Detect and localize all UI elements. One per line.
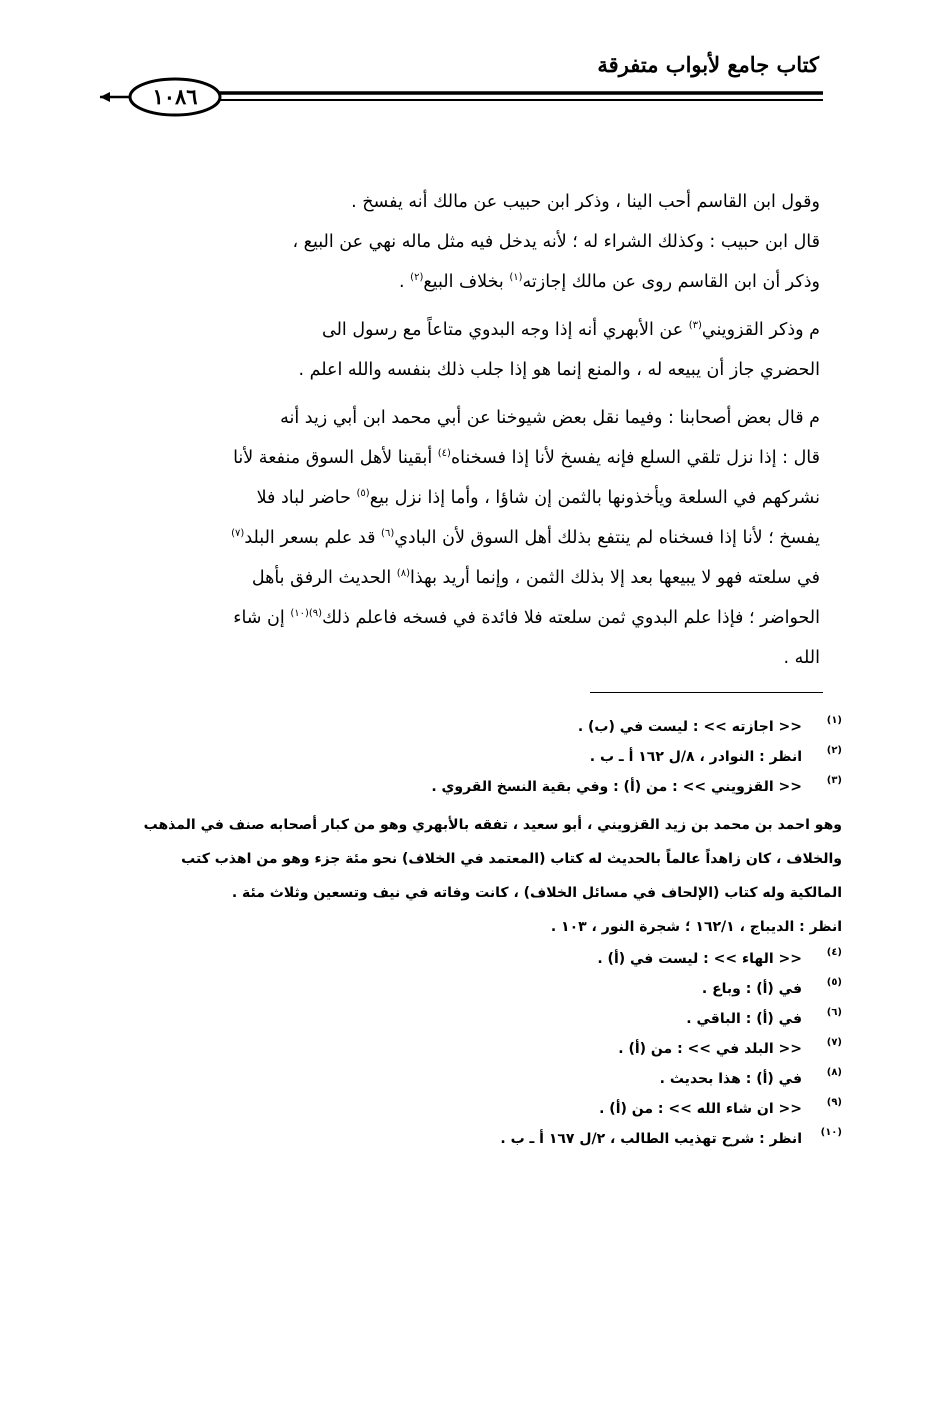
- text-segment: نشركهم في السلعة ويأخذونها بالثمن إن شاؤا ، وأما إذا نزل بيع: [369, 488, 820, 508]
- footnote-number: (١٠): [820, 1127, 842, 1138]
- text-segment: أبقينا لأهل السوق منفعة لأنا: [233, 448, 438, 468]
- text-segment: عن الأبهري أنه إذا وجه البدوي متاعاً مع رسول الى: [322, 320, 689, 340]
- footnote-text: انظر : النوادر ، ٨/ل ١٦٢ أ ـ ب .: [589, 749, 802, 765]
- footnote-separator: [590, 692, 823, 693]
- paragraph-1: [112, 182, 820, 222]
- footnote-3-bio-line: المالكية وله كتاب (الإلحاف في مسائل الخلاف) ، كانت وفاته في نيف وتسعين وثلاث مئة .: [231, 885, 842, 901]
- footnote-7: [130, 1034, 842, 1064]
- footnote-number: (٩): [826, 1097, 842, 1108]
- footnote-number: (٦): [826, 1007, 842, 1018]
- main-text: [112, 182, 820, 678]
- text-segment: قال : إذا نزل تلقي السلع فإنه يفسخ لأنا إذا فسخناه: [450, 448, 820, 468]
- footnote-ref: (١): [509, 272, 523, 284]
- footnote-ref: (٩): [308, 608, 323, 620]
- text-segment: حاضر لباد فلا: [256, 488, 357, 508]
- footnote-5: [130, 974, 842, 1004]
- page-number: ١٠٨٦: [152, 84, 198, 109]
- text-line: الله .: [783, 648, 820, 668]
- text-line: الحضري جاز أن يبيعه له ، والمنع إنما هو إذا جلب ذلك بنفسه والله اعلم .: [298, 360, 820, 380]
- text-line: [112, 438, 820, 478]
- paragraph-4: [112, 398, 820, 678]
- footnote-ref: (٦): [381, 528, 395, 540]
- footnote-text: في (أ) : وباع .: [701, 981, 802, 997]
- text-line: [112, 518, 820, 558]
- text-line: [112, 598, 820, 638]
- footnote-text: << البلد في >> : من (أ) .: [618, 1041, 802, 1057]
- text-line: [112, 558, 820, 598]
- text-segment: وذكر أن ابن القاسم روى عن مالك إجازته: [522, 272, 820, 292]
- footnote-text: << القزويني >> : من (أ) : وفي بقية النسخ القروي .: [431, 779, 802, 795]
- footnote-text: في (أ) : هذا بحديث .: [659, 1071, 802, 1087]
- footnote-3-bio-line: وهو احمد بن محمد بن زيد القزويني ، أبو سعيد ، تفقه بالأبهري وهو من كبار أصحابه صنف في المذهب: [143, 817, 842, 833]
- footnote-2: [130, 742, 842, 772]
- footnote-ref: (١٠): [290, 608, 309, 620]
- footnote-number: (٥): [826, 977, 842, 988]
- footnote-number: (٣): [826, 775, 842, 786]
- page-header: [0, 0, 939, 130]
- paragraph-3: [112, 310, 820, 390]
- footnote-10: [130, 1124, 842, 1154]
- footnote-9: [130, 1094, 842, 1124]
- footnote-ref: (٢): [410, 272, 424, 284]
- paragraph-2: [112, 222, 820, 302]
- text-line: وقول ابن القاسم أحب الينا ، وذكر ابن حبيب عن مالك أنه يفسخ .: [351, 192, 820, 212]
- footnote-ref: (٨): [396, 568, 410, 580]
- footnote-1: [130, 712, 842, 742]
- text-segment: يفسخ ؛ لأنا إذا فسخناه لم ينتفع بذلك أهل السوق لأن البادي: [394, 528, 820, 548]
- footnote-4: [130, 944, 842, 974]
- footnote-ref: (٣): [688, 320, 702, 332]
- text-segment: الحديث الرفق بأهل: [251, 568, 397, 588]
- text-segment: في سلعته فهو لا يبيعها بعد إلا بذلك الثمن ، وإنما أريد بهذا: [409, 568, 820, 588]
- footnote-number: (٤): [826, 947, 842, 958]
- text-segment: الحواضر ؛ فإذا علم البدوي ثمن سلعته فلا فائدة في فسخه فاعلم ذلك: [322, 608, 820, 628]
- text-segment: م وذكر القزويني: [701, 320, 820, 340]
- text-line: [112, 262, 820, 302]
- footnote-number: (١): [826, 715, 842, 726]
- footnote-ref: (٤): [437, 448, 451, 460]
- footnote-ref: (٥): [356, 488, 370, 500]
- footnote-number: (٧): [826, 1037, 842, 1048]
- footnote-3-bio-line: انظر : الديباج ، ١٦٢/١ ؛ شجرة النور ، ١٠٣ .: [550, 919, 842, 935]
- footnote-3: [130, 772, 842, 802]
- text-segment: إن شاء: [233, 608, 291, 628]
- text-line: م قال بعض أصحابنا : وفيما نقل بعض شيوخنا عن أبي محمد ابن أبي زيد أنه: [280, 408, 820, 428]
- text-segment: بخلاف البيع: [423, 272, 510, 292]
- footnote-number: (٢): [826, 745, 842, 756]
- footnote-number: (٨): [826, 1067, 842, 1078]
- footnote-6: [130, 1004, 842, 1034]
- footnote-text: في (أ) : الباقي .: [686, 1011, 802, 1027]
- footnotes: [130, 712, 842, 1154]
- text-line: [112, 310, 820, 350]
- footnote-3-bio-line: والخلاف ، كان زاهداً عالماً بالحديث له كتاب (المعتمد في الخلاف) نحو مئة جزء وهو من اهذب كتب: [181, 851, 842, 867]
- footnote-text: انظر : شرح تهذيب الطالب ، ٢/ل ١٦٧ أ ـ ب .: [500, 1131, 802, 1147]
- footnote-ref: (٧): [231, 528, 245, 540]
- text-line: [112, 478, 820, 518]
- text-line: قال ابن حبيب : وكذلك الشراء له ؛ لأنه يدخل فيه مثل ماله نهي عن البيع ،: [292, 232, 820, 252]
- book-title: كتاب جامع لأبواب متفرقة: [597, 52, 819, 77]
- text-segment: .: [399, 272, 411, 292]
- text-segment: قد علم بسعر البلد: [244, 528, 382, 548]
- footnote-text: << الهاء >> : ليست في (أ) .: [597, 951, 802, 967]
- footnote-8: [130, 1064, 842, 1094]
- footnote-text: << اجازته >> : ليست في (ب) .: [577, 719, 802, 735]
- footnote-text: << ان شاء الله >> : من (أ) .: [599, 1101, 802, 1117]
